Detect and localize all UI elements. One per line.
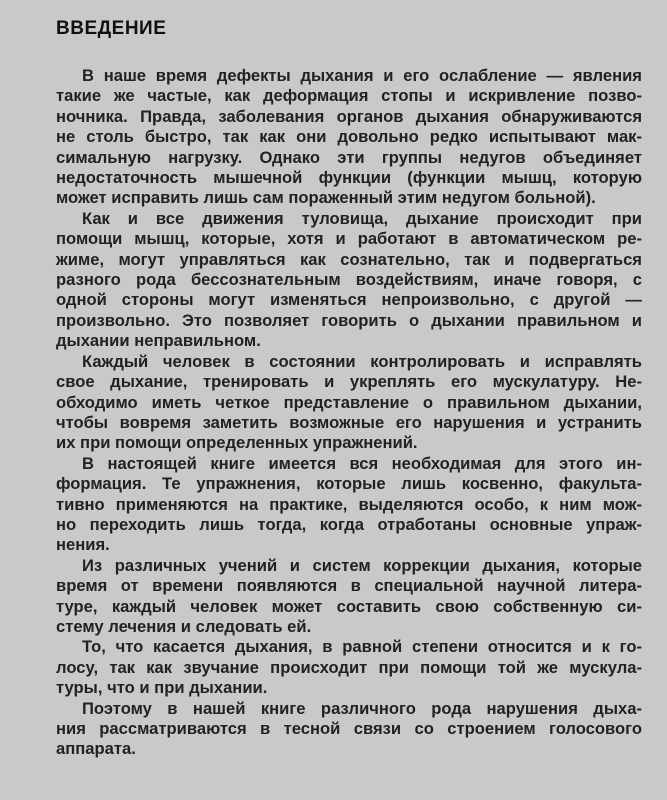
text-line: Как и все движения туловища, дыхание происходит при xyxy=(82,208,642,228)
text-line: произвольно. Это позволяет говорить о дыхании правильном и xyxy=(56,310,642,330)
text-line: тивно применяются на практике, выделяются особо, к ним мож- xyxy=(56,494,642,514)
text-line: дыхании неправильном. xyxy=(56,331,261,351)
text-line: ния рассматриваются в тесной связи со строением голосового xyxy=(56,719,642,738)
paragraph xyxy=(56,209,642,352)
text-line: не столь быстро, так как они довольно редко испытывают мак- xyxy=(56,127,642,147)
text-line: жиме, могут управляться как сознательно, так и подвергаться xyxy=(56,249,642,269)
text-line: одной стороны могут изменяться непроизвольно, с другой — xyxy=(56,290,642,310)
text-line: симальную нагрузку. Однако эти группы недугов объединяет xyxy=(56,147,642,167)
paragraph xyxy=(56,699,642,760)
text-line: лосу, так как звучание происходит при помощи той же мускула- xyxy=(56,657,642,677)
text-line: их при помощи определенных упражнений. xyxy=(56,433,418,453)
text-line: То, что касается дыхания, в равной степени относится и к го- xyxy=(82,637,642,657)
text-line: стему лечения и следовать ей. xyxy=(56,616,312,636)
text-line: недостаточность мышечной функции (функции мышц, которую xyxy=(56,168,642,188)
text-line: туры, что и при дыхании. xyxy=(56,678,268,698)
text-line: свое дыхание, тренировать и укреплять его мускулатуру. Не- xyxy=(56,372,642,392)
text-line: такие же частые, как деформация стопы и искривление позво- xyxy=(56,86,642,106)
text-line: ночника. Правда, заболевания органов дыхания обнаруживаются xyxy=(56,106,642,126)
text-line: аппарата. xyxy=(56,739,136,759)
section-title: ВВЕДЕНИЕ xyxy=(56,18,167,39)
paragraph xyxy=(56,454,642,556)
text-line: чтобы вовремя заметить возможные его нарушения и устранить xyxy=(56,412,642,432)
paragraph xyxy=(56,66,642,209)
text-line: туре, каждый человек может составить свою собственную си- xyxy=(56,596,642,616)
text-line: помощи мышц, которые, хотя и работают в автоматическом ре- xyxy=(56,229,642,249)
text-line: В наше время дефекты дыхания и его ослабление — явления xyxy=(82,66,642,85)
paragraph xyxy=(56,352,642,454)
text-line: разного рода бессознательным воздействиям, иначе говоря, с xyxy=(56,270,642,290)
text-line: Из различных учений и систем коррекции дыхания, которые xyxy=(82,555,642,575)
text-line: формация. Те упражнения, которые лишь косвенно, факульта- xyxy=(56,474,642,494)
text-line: может исправить лишь сам пораженный этим недугом больной). xyxy=(56,188,596,208)
text-line: нения. xyxy=(56,535,110,555)
text-line: Каждый человек в состоянии контролировать и исправлять xyxy=(82,351,642,371)
text-line: Поэтому в нашей книге различного рода нарушения дыха- xyxy=(82,698,642,718)
paragraph xyxy=(56,556,642,638)
body-text xyxy=(56,66,642,760)
paragraph xyxy=(56,637,642,698)
text-line: но переходить лишь тогда, когда отработаны основные упраж- xyxy=(56,514,642,534)
text-line: В настоящей книге имеется вся необходимая для этого ин- xyxy=(82,453,642,473)
text-line: обходимо иметь четкое представление о правильном дыхании, xyxy=(56,392,642,412)
text-line: время от времени появляются в специальной научной литера- xyxy=(56,576,642,596)
